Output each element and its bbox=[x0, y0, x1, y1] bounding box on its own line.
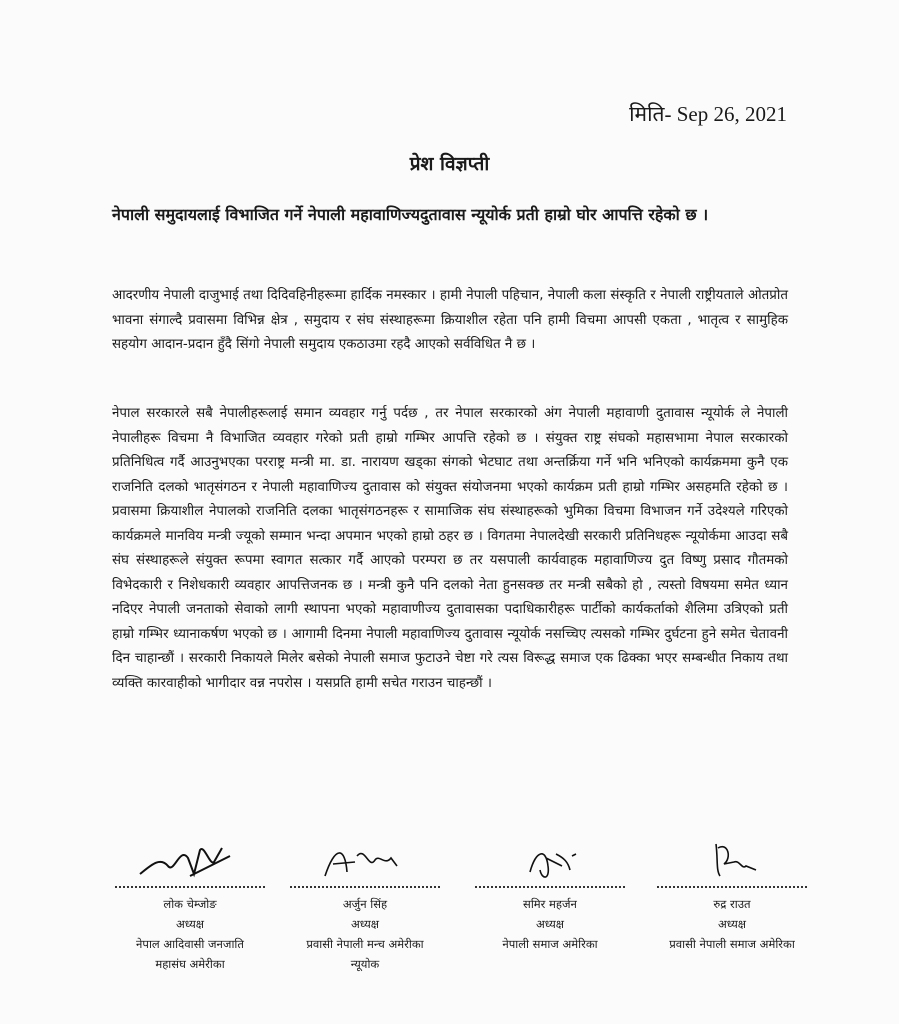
signature-image bbox=[130, 836, 250, 886]
signatory-org: नेपाल आदिवासी जनजाति bbox=[136, 937, 244, 951]
signatory-role: अध्यक्ष bbox=[717, 917, 747, 931]
signatory-name: रुद्र राउत bbox=[713, 897, 751, 911]
document-title: प्रेश विज्ञप्ती bbox=[409, 153, 490, 175]
signature-image bbox=[672, 836, 792, 886]
signatory-name: समिर महर्जन bbox=[523, 897, 577, 911]
signatory-name: लोक चेम्जोङ bbox=[163, 897, 217, 911]
signature-image bbox=[490, 836, 610, 886]
signature-block-1 bbox=[95, 836, 285, 974]
signatory-org: प्रवासी नेपाली मन्च अमेरीका bbox=[306, 937, 424, 951]
signature-block-4 bbox=[637, 836, 827, 954]
signatory-org: प्रवासी नेपाली समाज अमेरिका bbox=[669, 937, 795, 951]
paragraph-greeting: आदरणीय नेपाली दाजुभाई तथा दिदिवहिनीहरूमा हार्दिक नमस्कार । हामी नेपाली पहिचान, नेपाली कला संस्कृति र नेपाली राष्ट्रीयताले ओतप्रोत भावना संगाल्दै प्रवासमा विभिन्न क्षेत्र , समुदाय र संघ संस्थाहरूमा क्रियाशील रहेता पनि हामी विचमा आपसी एकता , भातृत्व र सामुहिक सहयोग आदान-प्रदान हुँदै सिंगो नेपाली समुदाय एकठाउमा रहदै आएको सर्वविधित नै छ । bbox=[112, 288, 788, 352]
paragraph-body: नेपाल सरकारले सबै नेपालीहरूलाई समान व्यवहार गर्नु पर्दछ , तर नेपाल सरकारको अंग नेपाली महावाणी दुतावास न्यूयोर्क ले नेपाली नेपालीहरू विचमा नै विभाजित व्यवहार गरेको प्रती हाम्रो गम्भिर आपत्ति रहेको छ । संयुक्त राष्ट्र संघको महासभामा नेपाल सरकारको प्रतिनिधित्व गर्दै आउनुभएका परराष्ट्र मन्त्री मा. डा. नारायण खड्का संगको भेटघाट तथा अन्तर्क्रिया गर्ने भनि भनिएको कार्यक्रममा कुनै एक राजनिति दलको भातृसंगठन र नेपाली महावाणिज्य दुतावास को संयुक्त संयोजनमा भएको कार्यक्रम प्रती हाम्रो गम्भिर असहमति रहेको छ । प्रवासमा क्रियाशील नेपालको राजनिति दलका भातृसंगठनहरू र सामाजिक संघ संस्थाहरूको भुमिका विचमा विभाजन गर्ने उदेश्यले गरिएको कार्यक्रमले मानविय मन्त्री ज्यूको सम्मान भन्दा अपमान भएको हाम्रो ठहर छ । विगतमा नेपालदेखी सरकारी प्रतिनिधहरू न्यूयोर्कमा आउदा सबै संघ संस्थाहरूले संयुक्त रूपमा स्वागत सत्कार गर्दै आएको परम्परा छ तर यसपाली कार्यवाहक महावाणिज्य दुत विष्णु प्रसाद गौतमको विभेदकारी र निशेधकारी व्यवहार आपत्तिजनक छ । मन्त्री कुनै पनि दलको नेता हुनसक्छ तर मन्त्री सबैको हो , त्यस्तो विषयमा समेत ध्यान नदिएर नेपाली जनताको सेवाको लागी स्थापना भएको महावाणीज्य दुतावासका पदाधिकारीहरू पार्टीको कार्यकर्ताको शैलिमा उत्रिएको प्रती हाम्रो गम्भिर ध्यानाकर्षण भएको छ । आगामी दिनमा नेपाली महावाणिज्य दुतावास न्यूयोर्क नसच्चिए त्यसको गम्भिर दुर्घटना हुने समेत चेतावनी दिन चाहान्छौं । सरकारी निकायले मिलेर बसेको नेपाली समाज फुटाउने चेष्टा गरे त्यस विरूद्ध समाज एक ढिक्का भएर सम्बन्धीत निकाय तथा व्यक्ति कारवाहीको भागीदार वन्न नपरोस । यसप्रति हामी सचेत गराउन चाहन्छौं । bbox=[112, 406, 788, 691]
signatory-org-line2: न्यूयोक bbox=[350, 957, 380, 971]
signatory-role: अध्यक्ष bbox=[175, 917, 205, 931]
subject-heading: नेपाली समुदायलाई विभाजित गर्ने नेपाली महावाणिज्यदुतावास न्यूयोर्क प्रती हाम्रो घोर आपत्ति रहेको छ । bbox=[112, 205, 709, 224]
signature-image bbox=[305, 836, 425, 886]
signature-dotted-line bbox=[475, 886, 625, 888]
date-line: मिति- Sep 26, 2021 bbox=[629, 102, 787, 126]
signature-block-2 bbox=[270, 836, 460, 974]
signatory-role: अध्यक्ष bbox=[350, 917, 380, 931]
signatory-org-line2: महासंघ अमेरीका bbox=[155, 957, 225, 971]
signatory-name: अर्जुन सिंह bbox=[342, 897, 388, 911]
signature-block-3 bbox=[455, 836, 645, 954]
signatory-role: अध्यक्ष bbox=[535, 917, 565, 931]
signature-dotted-line bbox=[115, 886, 265, 888]
signature-dotted-line bbox=[657, 886, 807, 888]
signature-dotted-line bbox=[290, 886, 440, 888]
signatory-org: नेपाली समाज अमेरिका bbox=[502, 937, 598, 951]
